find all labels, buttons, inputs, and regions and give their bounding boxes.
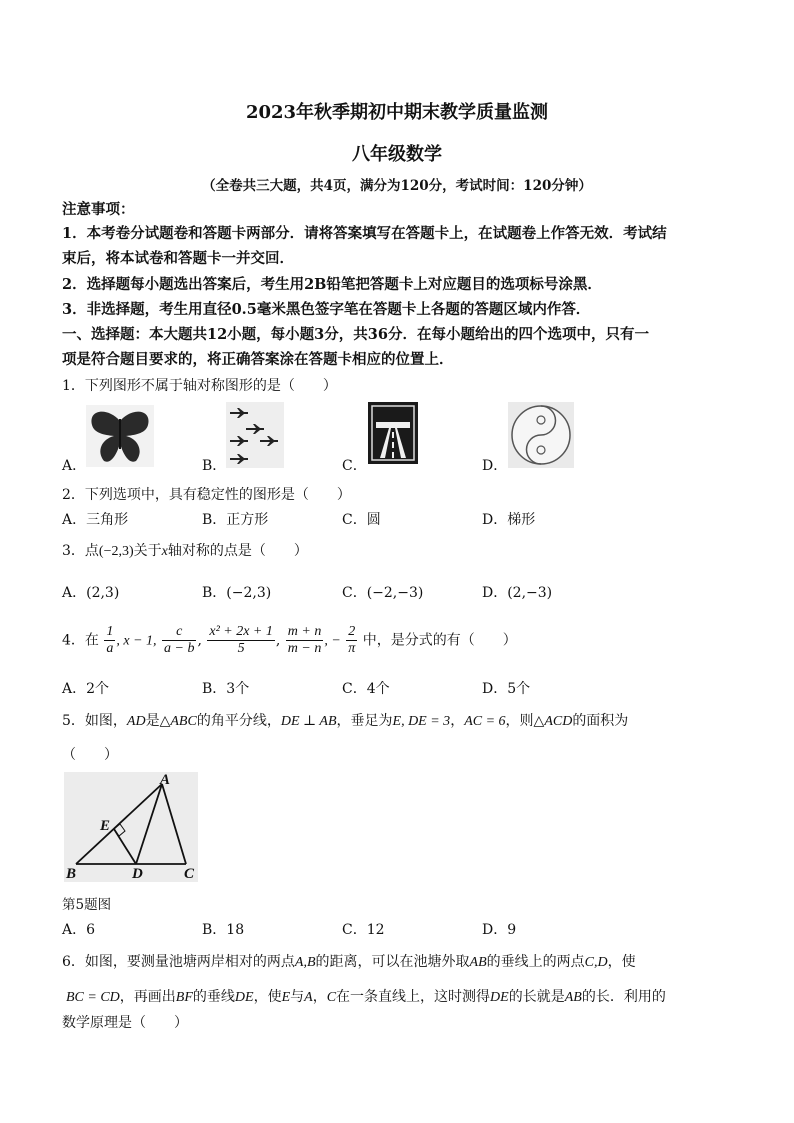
q4-fraction-5: $\frac{m + n}{m - n}$ [287,624,322,656]
q5-label-e: E [100,818,111,834]
q4-fraction-1: $\frac{1}{a}$ [106,624,114,656]
q4-option-a: A．2个 [62,681,110,697]
q4-term-6: , − [324,633,341,649]
q3-option-b: B．(−2,3) [202,585,272,601]
q3-option-c: C．(−2,−3) [342,585,424,601]
q5-option-c: C．12 [342,922,385,938]
q5-label-c: C [184,866,195,882]
q3-suffix: 轴对称的点是（ ） [167,543,308,559]
q3-var: x [161,544,168,559]
q3-option-d: D．(2,−3) [482,585,553,601]
q6-stem-line-3: 数学原理是（ ） [62,1015,188,1031]
q3-option-a: A．(2,3) [62,585,120,601]
q1-option-d-label: D． [482,458,508,474]
q4-fraction-4: $\frac{\text{x² + 2x + 1}}{5}$ [209,624,273,656]
q3-mid: 关于 [133,543,162,559]
q5-option-b: B．18 [202,922,245,938]
q2-stem: 2．下列选项中，具有稳定性的图形是（ ） [62,487,351,503]
q6-stem-line-2: BC = CD，再画出BF的垂线DE，使E与A，C在一条直线上，这时测得DE的长就是AB的长．利用的 [66,989,666,1005]
q2-option-b: B．正方形 [202,512,269,528]
q4-suffix: 中，是分式的有（ ） [362,632,517,649]
q3-stem [62,540,308,560]
q5-label-b: B [66,866,77,882]
q3-prefix: 3．点 [62,543,99,559]
q6-stem-line-1: 6．如图，要测量池塘两岸相对的两点A,B的距离，可以在池塘外取AB的垂线上的两点C,D，使 [62,954,636,970]
airplanes-picture [226,402,284,468]
q3-point: (−2,3) [98,544,134,559]
q5-stem-line-1: 5．如图，AD是△ABC的角平分线，DE ⊥ AB，垂足为E, DE = 3，AC = 6，则△ACD的面积为 [62,713,629,729]
yin-yang-picture [508,402,574,468]
q5-triangle-figure [64,772,198,882]
notes-heading: 注意事项： [62,201,135,218]
q4-option-b: B．3个 [202,681,250,697]
q4-option-c: C．4个 [342,681,390,697]
section1-line-1: 一、选择题：本大题共12小题，每小题3分，共36分．在每小题给出的四个选项中，只有一 [62,326,649,343]
q2-option-a: A．三角形 [62,512,129,528]
note-2: 2．选择题每小题选出答案后，考生用2B铅笔把答题卡上对应题目的选项标号涂黑． [62,276,602,293]
exam-title: 2023年秋季期初中期末教学质量监测 [245,102,549,123]
q5-label-a: A [160,772,171,788]
butterfly-picture [86,405,154,467]
q1-option-c-label: C． [342,458,367,474]
q2-option-d: D．梯形 [482,512,536,528]
q5-option-a: A．6 [62,922,96,938]
q5-stem-line-2: （ ） [62,747,118,763]
section1-line-2: 项是符合题目要求的，将正确答案涂在答题卡相应的位置上． [62,351,454,368]
q4-option-d: D．5个 [482,681,531,697]
note-3: 3．非选择题，考生用直径0.5毫米黑色签字笔在答题卡上各题的答题区域内作答． [62,301,591,318]
highway-sign-picture [368,402,418,464]
q1-option-a-label: A． [62,458,87,474]
q5-figure-caption: 第5题图 [62,897,112,913]
q2-option-c: C．圆 [342,512,381,528]
q5-option-d: D．9 [482,922,517,938]
q4-fraction-3: $\frac{c}{a - b}$ [164,624,195,656]
note-1-line-1: 1．本考卷分试题卷和答题卡两部分．请将答案填写在答题卡上，在试题卷上作答无效．考试结 [62,225,667,242]
subject-title: 八年级数学 [352,144,442,165]
q4-prefix: 4．在 [62,632,99,649]
q1-stem: 1．下列图形不属于轴对称图形的是（ ） [62,378,337,394]
q5-label-d: D [132,866,143,882]
q4-fraction-6: $\frac{2}{\pi}$ [348,624,356,656]
q4-term-2: , x − 1, [116,633,157,649]
q1-option-b-label: B． [202,458,227,474]
q4-stem: 4．在 $\frac{1}{a}$ , x − 1, $\frac{c}{a - b}$ , $\frac{\text{x² + 2x + 1}}{5}$ , $\frac{m + n}{m - n}$ , − $\frac{2}{\pi}$ 中，是分式的有（ ） [62,624,517,656]
note-1-line-2: 束后，将本试卷和答题卡一并交回． [62,250,294,267]
exam-info: （全卷共三大题，共4页，满分为120分，考试时间：120分钟） [202,178,592,194]
